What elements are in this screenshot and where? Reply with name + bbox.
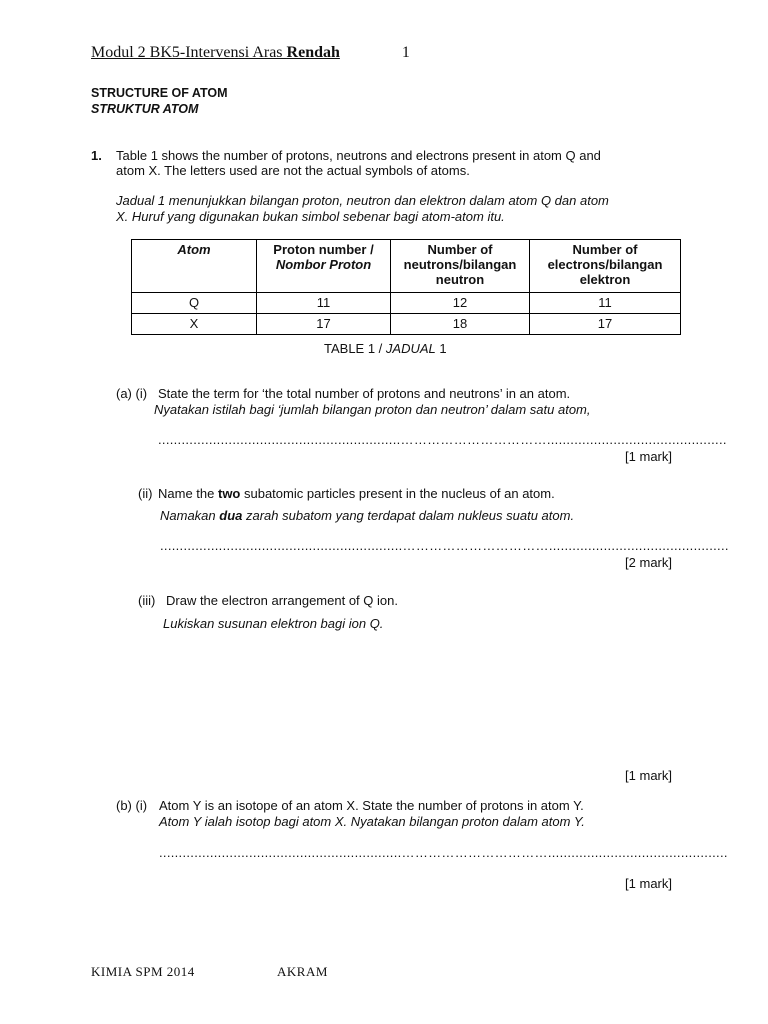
atom-table bbox=[131, 239, 681, 335]
part-a-ii-question-en: Name the two subatomic particles present in the nucleus of an atom. bbox=[158, 486, 555, 501]
mark-a-iii: [1 mark] bbox=[625, 768, 672, 783]
col-header-electrons: Number of electrons/bilangan elektron bbox=[530, 240, 681, 293]
table-header-row bbox=[132, 240, 681, 293]
footer-left: KIMIA SPM 2014 bbox=[91, 964, 195, 979]
part-b-i-question-en: Atom Y is an isotope of an atom X. State the number of protons in atom Y. bbox=[159, 798, 584, 813]
col-header-atom: Atom bbox=[132, 240, 257, 293]
drawing-area[interactable] bbox=[160, 640, 670, 762]
section-title-ms: STRUKTUR ATOM bbox=[91, 102, 199, 116]
intro-en-line2: atom X. The letters used are not the actual symbols of atoms. bbox=[116, 163, 470, 178]
mark-b-i: [1 mark] bbox=[625, 876, 672, 891]
footer-right: AKRAM bbox=[277, 964, 328, 979]
part-b-i-label: (b) (i) bbox=[116, 798, 148, 813]
answer-line-b-i[interactable]: ..............................................................…………………………….............................................. bbox=[159, 845, 728, 860]
part-a-ii-label: (ii) bbox=[138, 486, 153, 501]
table-caption: TABLE 1 / JADUAL 1 bbox=[324, 341, 447, 356]
intro-ms-line1: Jadual 1 menunjukkan bilangan proton, neutron dan elektron dalam atom Q dan atom bbox=[116, 193, 609, 208]
table-cell: 17 bbox=[530, 314, 681, 335]
part-a-i-question-en: State the term for ‘the total number of protons and neutrons’ in an atom. bbox=[158, 386, 571, 401]
page-header bbox=[91, 44, 410, 62]
mark-a-i: [1 mark] bbox=[625, 449, 672, 464]
part-a-iii-question-ms: Lukiskan susunan elektron bagi ion Q. bbox=[163, 616, 384, 631]
answer-line-a-i[interactable]: ..............................................................…………………………….............................................. bbox=[158, 432, 727, 447]
table-cell: X bbox=[132, 314, 257, 335]
part-a-i-question-ms: Nyatakan istilah bagi ‘jumlah bilangan proton dan neutron’ dalam satu atom, bbox=[154, 402, 591, 417]
col-header-neutrons: Number of neutrons/bilangan neutron bbox=[391, 240, 530, 293]
header-title: Modul 2 BK5-Intervensi Aras bbox=[91, 44, 287, 61]
mark-a-ii: [2 mark] bbox=[625, 555, 672, 570]
section-title-en: STRUCTURE OF ATOM bbox=[91, 86, 228, 100]
header-title-bold: Rendah bbox=[286, 44, 340, 61]
part-a-i-label: (a) (i) bbox=[116, 386, 148, 401]
intro-en-line1: Table 1 shows the number of protons, neutrons and electrons present in atom Q and bbox=[116, 148, 601, 163]
table-row bbox=[132, 293, 681, 314]
table-cell: 18 bbox=[391, 314, 530, 335]
part-a-iii-question-en: Draw the electron arrangement of Q ion. bbox=[166, 593, 398, 608]
table-cell: 17 bbox=[257, 314, 391, 335]
part-a-iii-label: (iii) bbox=[138, 593, 156, 608]
answer-line-a-ii[interactable]: ..............................................................…………………………….............................................. bbox=[160, 538, 729, 553]
table-cell: 12 bbox=[391, 293, 530, 314]
table-cell: Q bbox=[132, 293, 257, 314]
part-b-i-question-ms: Atom Y ialah isotop bagi atom X. Nyatakan bilangan proton dalam atom Y. bbox=[159, 814, 585, 829]
page-number: 1 bbox=[401, 44, 410, 61]
table-cell: 11 bbox=[257, 293, 391, 314]
part-a-ii-question-ms: Namakan dua zarah subatom yang terdapat dalam nukleus suatu atom. bbox=[160, 508, 575, 523]
intro-ms-line2: X. Huruf yang digunakan bukan simbol sebenar bagi atom-atom itu. bbox=[116, 209, 505, 224]
question-number: 1. bbox=[91, 148, 102, 163]
table-row bbox=[132, 314, 681, 335]
col-header-proton: Proton number / Nombor Proton bbox=[257, 240, 391, 293]
table-cell: 11 bbox=[530, 293, 681, 314]
